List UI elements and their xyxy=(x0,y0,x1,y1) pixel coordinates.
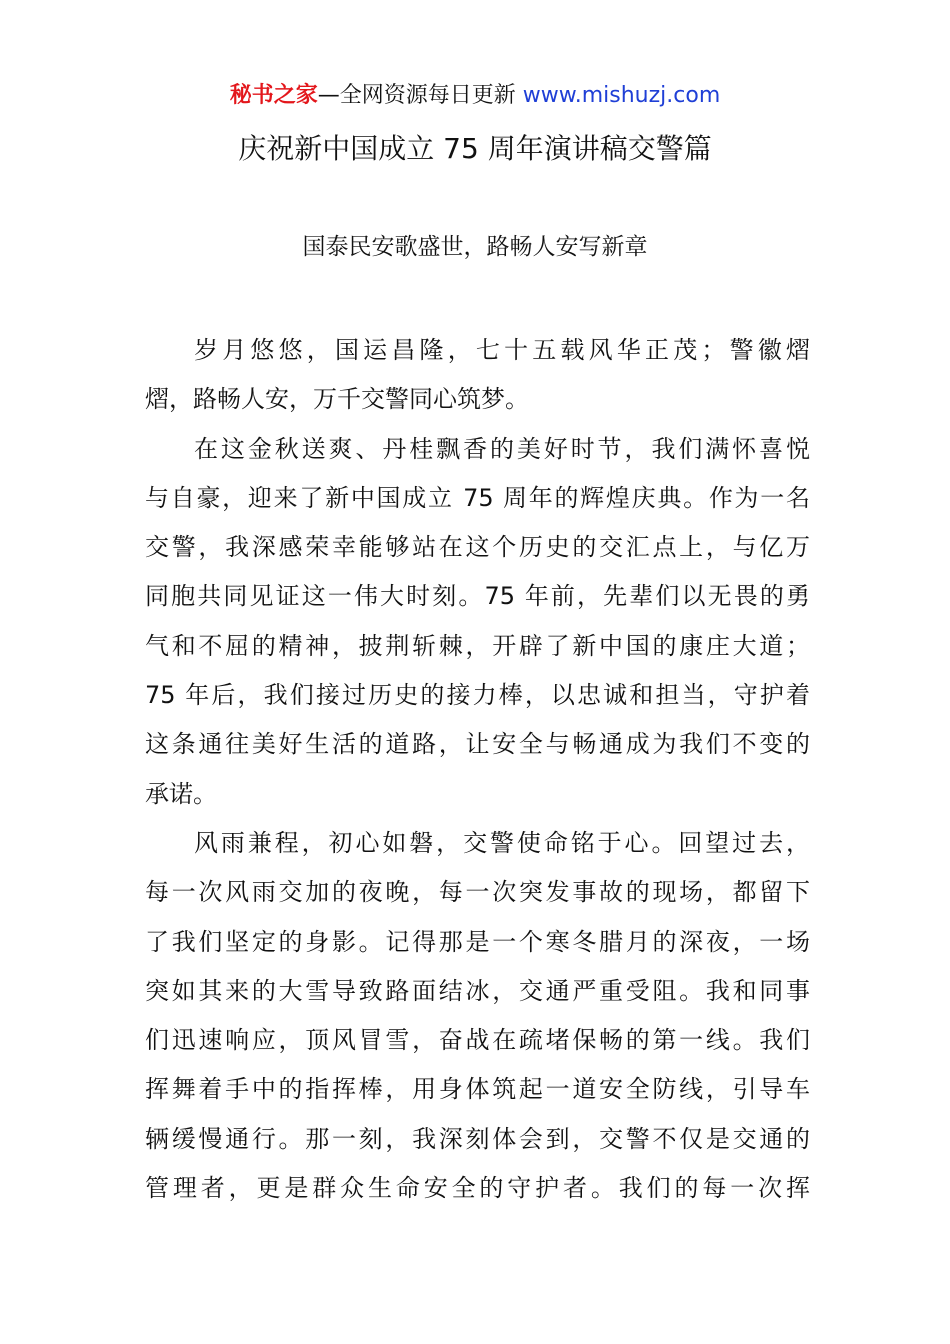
body-line: 突如其来的大雪导致路面结冰，交通严重受阻。我和同事 xyxy=(145,976,810,1005)
site-url: www.mishuzj.com xyxy=(522,83,721,108)
body-line: 挥舞着手中的指挥棒，用身体筑起一道安全防线，引导车 xyxy=(145,1075,810,1104)
body-line: 熠，路畅人安，万千交警同心筑梦。 xyxy=(145,385,529,414)
body-line: 岁月悠悠，国运昌隆，七十五载风华正茂；警徽熠 xyxy=(194,336,810,364)
document-title: 庆祝新中国成立 75 周年演讲稿交警篇 xyxy=(238,132,712,165)
body-line: 交警，我深感荣幸能够站在这个历史的交汇点上，与亿万 xyxy=(145,533,810,562)
body-line: 风雨兼程，初心如磐，交警使命铭于心。回望过去， xyxy=(194,828,810,857)
body-line: 承诺。 xyxy=(145,779,217,808)
body-line: 气和不屈的精神，披荆斩棘，开辟了新中国的康庄大道； xyxy=(145,631,810,660)
body-line: 管理者，更是群众生命安全的守护者。我们的每一次挥 xyxy=(145,1174,810,1203)
body-line: 同胞共同见证这一伟大时刻。75 年前，先辈们以无畏的勇 xyxy=(145,582,810,611)
body-line: 这条通往美好生活的道路，让安全与畅通成为我们不变的 xyxy=(145,730,810,759)
site-slogan: —全网资源每日更新 xyxy=(317,83,516,108)
site-header xyxy=(0,80,950,112)
body-line: 在这金秋送爽、丹桂飘香的美好时节，我们满怀喜悦 xyxy=(194,434,810,463)
body-line: 辆缓慢通行。那一刻，我深刻体会到，交警不仅是交通的 xyxy=(145,1124,810,1153)
body-line: 75 年后，我们接过历史的接力棒，以忠诚和担当，守护着 xyxy=(145,681,810,710)
body-line: 们迅速响应，顶风冒雪，奋战在疏堵保畅的第一线。我们 xyxy=(145,1026,810,1055)
body-line: 与自豪，迎来了新中国成立 75 周年的辉煌庆典。作为一名 xyxy=(145,483,810,512)
body-line: 了我们坚定的身影。记得那是一个寒冬腊月的深夜，一场 xyxy=(145,927,810,956)
document-body xyxy=(145,327,810,1214)
site-brand: 秘书之家 xyxy=(229,83,318,108)
body-line: 每一次风雨交加的夜晚，每一次突发事故的现场，都留下 xyxy=(145,878,810,907)
document-subtitle: 国泰民安歌盛世，路畅人安写新章 xyxy=(302,234,648,260)
